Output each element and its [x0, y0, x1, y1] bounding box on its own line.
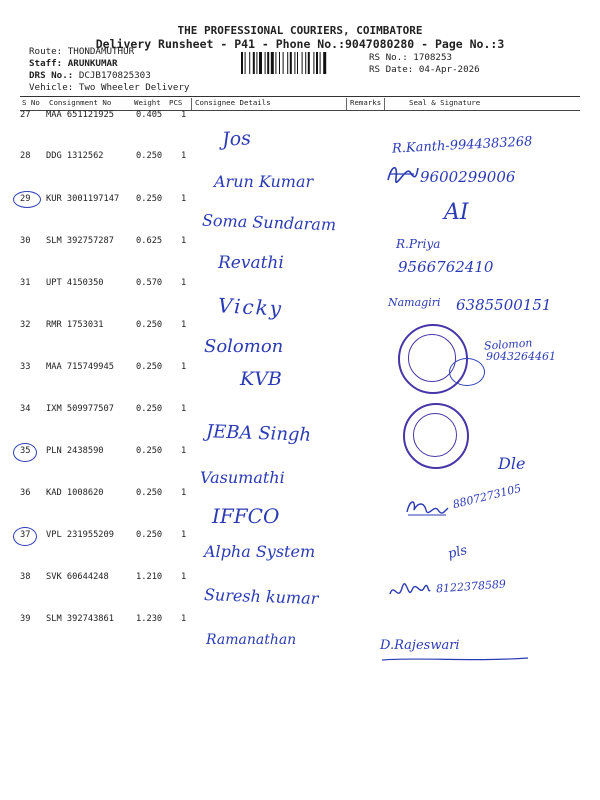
row-weight: 1.210 [136, 572, 163, 582]
handwritten-signature: 9566762410 [398, 258, 494, 276]
handwritten-consignee: Revathi [218, 253, 284, 273]
handwritten-consignee: Soma Sundaram [201, 210, 337, 235]
handwritten-consignee: Arun Kumar [214, 172, 314, 191]
row-pcs: 1 [181, 572, 187, 582]
row-consignment: PLN 2438590 [46, 446, 104, 456]
handwritten-consignee: Suresh kumar [203, 585, 319, 608]
row-pcs: 1 [181, 488, 187, 498]
row-pcs: 1 [181, 530, 187, 540]
col-consignee: Consignee Details [195, 98, 271, 107]
row-consignment: KAD 1008620 [46, 488, 104, 498]
col-divider [191, 98, 192, 110]
table-row [0, 278, 600, 298]
table-row [0, 362, 600, 382]
handwritten-signature: 8807273105 [451, 481, 523, 512]
row-consignment: SLM 392757287 [46, 236, 114, 246]
row-weight: 0.250 [136, 362, 163, 372]
handwritten-signature: R.Priya [396, 237, 441, 251]
row-pcs: 1 [181, 151, 187, 161]
handwritten-consignee: Alpha System [204, 542, 316, 561]
row-sno: 30 [20, 236, 31, 246]
handwritten-signature: 9043264461 [486, 350, 556, 363]
row-pcs: 1 [181, 278, 187, 288]
scribble-signature [388, 580, 432, 604]
table-row [0, 404, 600, 424]
route-line [29, 46, 134, 57]
handwritten-signature: 9600299006 [420, 168, 516, 186]
row-sno: 32 [20, 320, 31, 330]
handwritten-signature: AI [444, 200, 469, 225]
handwritten-signature: Dle [498, 454, 526, 473]
row-sno: 36 [20, 488, 31, 498]
scribble-signature [404, 496, 450, 518]
staff-line [29, 58, 118, 69]
row-pcs: 1 [181, 362, 187, 372]
company-title: THE PROFESSIONAL COURIERS, COIMBATORE [177, 24, 423, 37]
row-sno: 28 [20, 151, 31, 161]
row-weight: 0.250 [136, 488, 163, 498]
handwritten-signature: D.Rajeswari [380, 638, 460, 653]
col-divider [346, 98, 347, 110]
hand-circle [449, 358, 485, 386]
row-weight: 0.625 [136, 236, 163, 246]
handwritten-consignee: Vicky [217, 293, 284, 321]
row-weight: 0.250 [136, 151, 163, 161]
row-consignment: UPT 4150350 [46, 278, 104, 288]
row-consignment: SLM 392743861 [46, 614, 114, 624]
staff-label: Staff: [29, 58, 63, 69]
col-remarks: Remarks [350, 98, 382, 107]
rs-no-label: RS No.: [369, 52, 408, 63]
col-seal: Seal & Signature [409, 98, 481, 107]
table-top-rule [20, 96, 580, 97]
row-consignment: DDG 1312562 [46, 151, 104, 161]
table-row [0, 236, 600, 256]
handwritten-signature: R.Kanth-9944383268 [391, 134, 533, 157]
table-row [0, 614, 600, 634]
row-sno: 27 [20, 110, 31, 120]
row-pcs: 1 [181, 110, 187, 120]
row-weight: 0.250 [136, 194, 163, 204]
drs-line [29, 70, 151, 81]
col-pcs: PCS [169, 98, 183, 107]
row-consignment: KUR 3001197147 [46, 194, 120, 204]
vehicle-label: Vehicle: [29, 82, 74, 93]
rs-date-value: 04-Apr-2026 [418, 64, 480, 75]
handwritten-signature: pls [446, 542, 469, 563]
handwritten-signature: 8122378589 [435, 577, 507, 596]
rs-no-line [369, 52, 452, 63]
hand-circle [13, 527, 37, 546]
barcode [240, 52, 368, 74]
row-sno: 39 [20, 614, 31, 624]
row-sno: 29 [20, 194, 31, 204]
row-consignment: IXM 509977507 [46, 404, 114, 414]
bank-seal-stamp [403, 403, 469, 469]
row-pcs: 1 [181, 320, 187, 330]
route-label: Route: [29, 46, 63, 57]
signature-underline [380, 655, 530, 663]
row-sno: 31 [20, 278, 31, 288]
handwritten-signature: Namagiri [388, 296, 441, 309]
handwritten-consignee: Solomon [204, 336, 284, 357]
handwritten-consignee: IFFCO [212, 504, 280, 528]
handwritten-signature: 6385500151 [456, 296, 552, 314]
vehicle-line [29, 82, 189, 93]
row-sno: 37 [20, 530, 31, 540]
row-weight: 0.570 [136, 278, 163, 288]
row-pcs: 1 [181, 194, 187, 204]
row-pcs: 1 [181, 446, 187, 456]
scribble-signature [384, 160, 420, 188]
rs-no-value: 1708253 [413, 52, 453, 63]
route-value: THONDAMUTHUR [67, 46, 135, 57]
vehicle-value: Two Wheeler Delivery [78, 82, 190, 93]
row-consignment: RMR 1753031 [46, 320, 104, 330]
row-sno: 35 [20, 446, 31, 456]
row-pcs: 1 [181, 614, 187, 624]
col-sno: S No [22, 98, 40, 107]
row-weight: 0.250 [136, 404, 163, 414]
handwritten-consignee: JEBA Singh [205, 421, 312, 446]
row-pcs: 1 [181, 404, 187, 414]
row-weight: 0.250 [136, 320, 163, 330]
seal-inner-ring [413, 413, 457, 457]
handwritten-consignee: Vasumathi [200, 468, 285, 487]
handwritten-consignee: Ramanathan [206, 632, 297, 648]
table-row [0, 110, 600, 130]
row-consignment: MAA 651121925 [46, 110, 114, 120]
runsheet-title: Delivery Runsheet - P41 - Phone No.:9047080280 - Page No.:3 [95, 37, 505, 51]
staff-value: ARUNKUMAR [67, 58, 118, 69]
row-weight: 0.250 [136, 530, 163, 540]
row-weight: 0.405 [136, 110, 163, 120]
row-consignment: MAA 715749945 [46, 362, 114, 372]
col-weight: Weight [134, 98, 161, 107]
rs-date-label: RS Date: [369, 64, 414, 75]
hand-circle [13, 443, 37, 462]
row-weight: 0.250 [136, 446, 163, 456]
row-sno: 38 [20, 572, 31, 582]
col-divider [384, 98, 385, 110]
rs-date-line [369, 64, 480, 75]
row-consignment: VPL 231955209 [46, 530, 114, 540]
row-weight: 1.230 [136, 614, 163, 624]
handwritten-consignee: KVB [240, 368, 282, 390]
row-sno: 33 [20, 362, 31, 372]
row-sno: 34 [20, 404, 31, 414]
handwritten-signature: Solomon [483, 336, 533, 353]
hand-circle [13, 191, 41, 208]
drs-label: DRS No.: [29, 70, 74, 81]
drs-value: DCJB170825303 [78, 70, 151, 81]
row-consignment: SVK 60644248 [46, 572, 109, 582]
table-row [0, 194, 600, 214]
handwritten-consignee: Jos [221, 127, 252, 151]
row-pcs: 1 [181, 236, 187, 246]
col-consignment: Consignment No [49, 98, 112, 107]
